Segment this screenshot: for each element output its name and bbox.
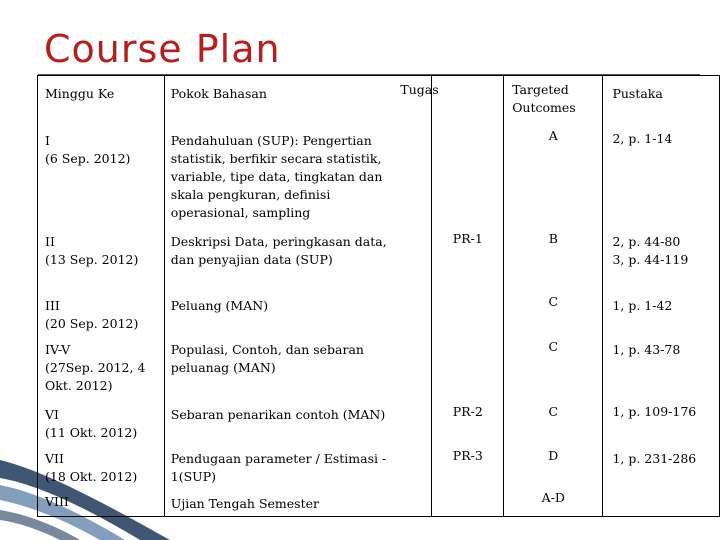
table-row: [38, 489, 720, 517]
row-date: (18 Okt. 2012): [45, 468, 138, 484]
header-reference: Pustaka: [612, 86, 663, 101]
row-outcome: C: [548, 338, 559, 354]
row-reference: 1, p. 43-78: [612, 341, 681, 357]
row-topic: Ujian Tengah Semester: [170, 495, 319, 511]
row-topic: Deskripsi Data, peringkasan data, dan penyajian data (SUP): [170, 233, 387, 267]
table-row: [38, 400, 720, 445]
row-outcome: C: [548, 293, 559, 309]
table-row: [38, 338, 720, 400]
row-topic: Populasi, Contoh, dan sebaran peluanag (MAN): [170, 341, 364, 375]
header-task: Tugas: [400, 82, 439, 97]
table-row: [38, 124, 720, 227]
row-outcome: A: [548, 127, 558, 143]
row-week: VI: [45, 406, 59, 422]
row-task: PR-3: [452, 447, 483, 463]
table-row: [38, 445, 720, 489]
row-date: (13 Sep. 2012): [45, 251, 139, 267]
row-task: PR-2: [452, 403, 483, 419]
row-reference: 3, p. 44-119: [612, 251, 689, 267]
course-plan-table: [37, 75, 720, 517]
row-reference: 2, p. 44-80: [612, 233, 681, 249]
row-week: I: [45, 132, 50, 148]
row-week: VII: [45, 450, 64, 466]
row-date: (11 Okt. 2012): [45, 424, 138, 440]
row-topic: Pendahuluan (SUP): Pengertian statistik, berfikir secara statistik, variable, tipe data, tingkatan dan skala pengkuran, definisi operasional, sampling: [170, 132, 383, 220]
row-outcome: A-D: [541, 489, 565, 505]
row-reference: 1, p. 231-286: [612, 450, 697, 466]
table-row: [38, 227, 720, 291]
row-week: III: [45, 297, 60, 313]
row-outcome: B: [548, 230, 558, 246]
row-date: (27Sep. 2012, 4 Okt. 2012): [45, 359, 146, 393]
row-date: (6 Sep. 2012): [45, 150, 131, 166]
row-week: VIII: [45, 493, 69, 509]
row-outcome: D: [548, 447, 559, 463]
table-row: [38, 291, 720, 338]
row-date: (20 Sep. 2012): [45, 315, 139, 331]
row-topic: Sebaran penarikan contoh (MAN): [170, 406, 386, 422]
row-reference: 1, p. 1-42: [612, 297, 673, 313]
row-week: IV-V: [45, 341, 71, 357]
row-topic: Pendugaan parameter / Estimasi - 1(SUP): [170, 450, 387, 484]
header-row: [38, 76, 720, 124]
row-topic: Peluang (MAN): [170, 297, 269, 313]
row-task: PR-1: [452, 230, 483, 246]
row-week: II: [45, 233, 55, 249]
header-topic: Pokok Bahasan: [170, 86, 267, 101]
header-week: Minggu Ke: [45, 86, 115, 101]
page-title: Course Plan: [44, 27, 281, 71]
row-reference: 2, p. 1-14: [612, 130, 673, 146]
row-reference: 1, p. 109-176: [612, 403, 697, 419]
header-outcomes: Targeted Outcomes: [512, 82, 576, 115]
row-outcome: C: [548, 403, 559, 419]
